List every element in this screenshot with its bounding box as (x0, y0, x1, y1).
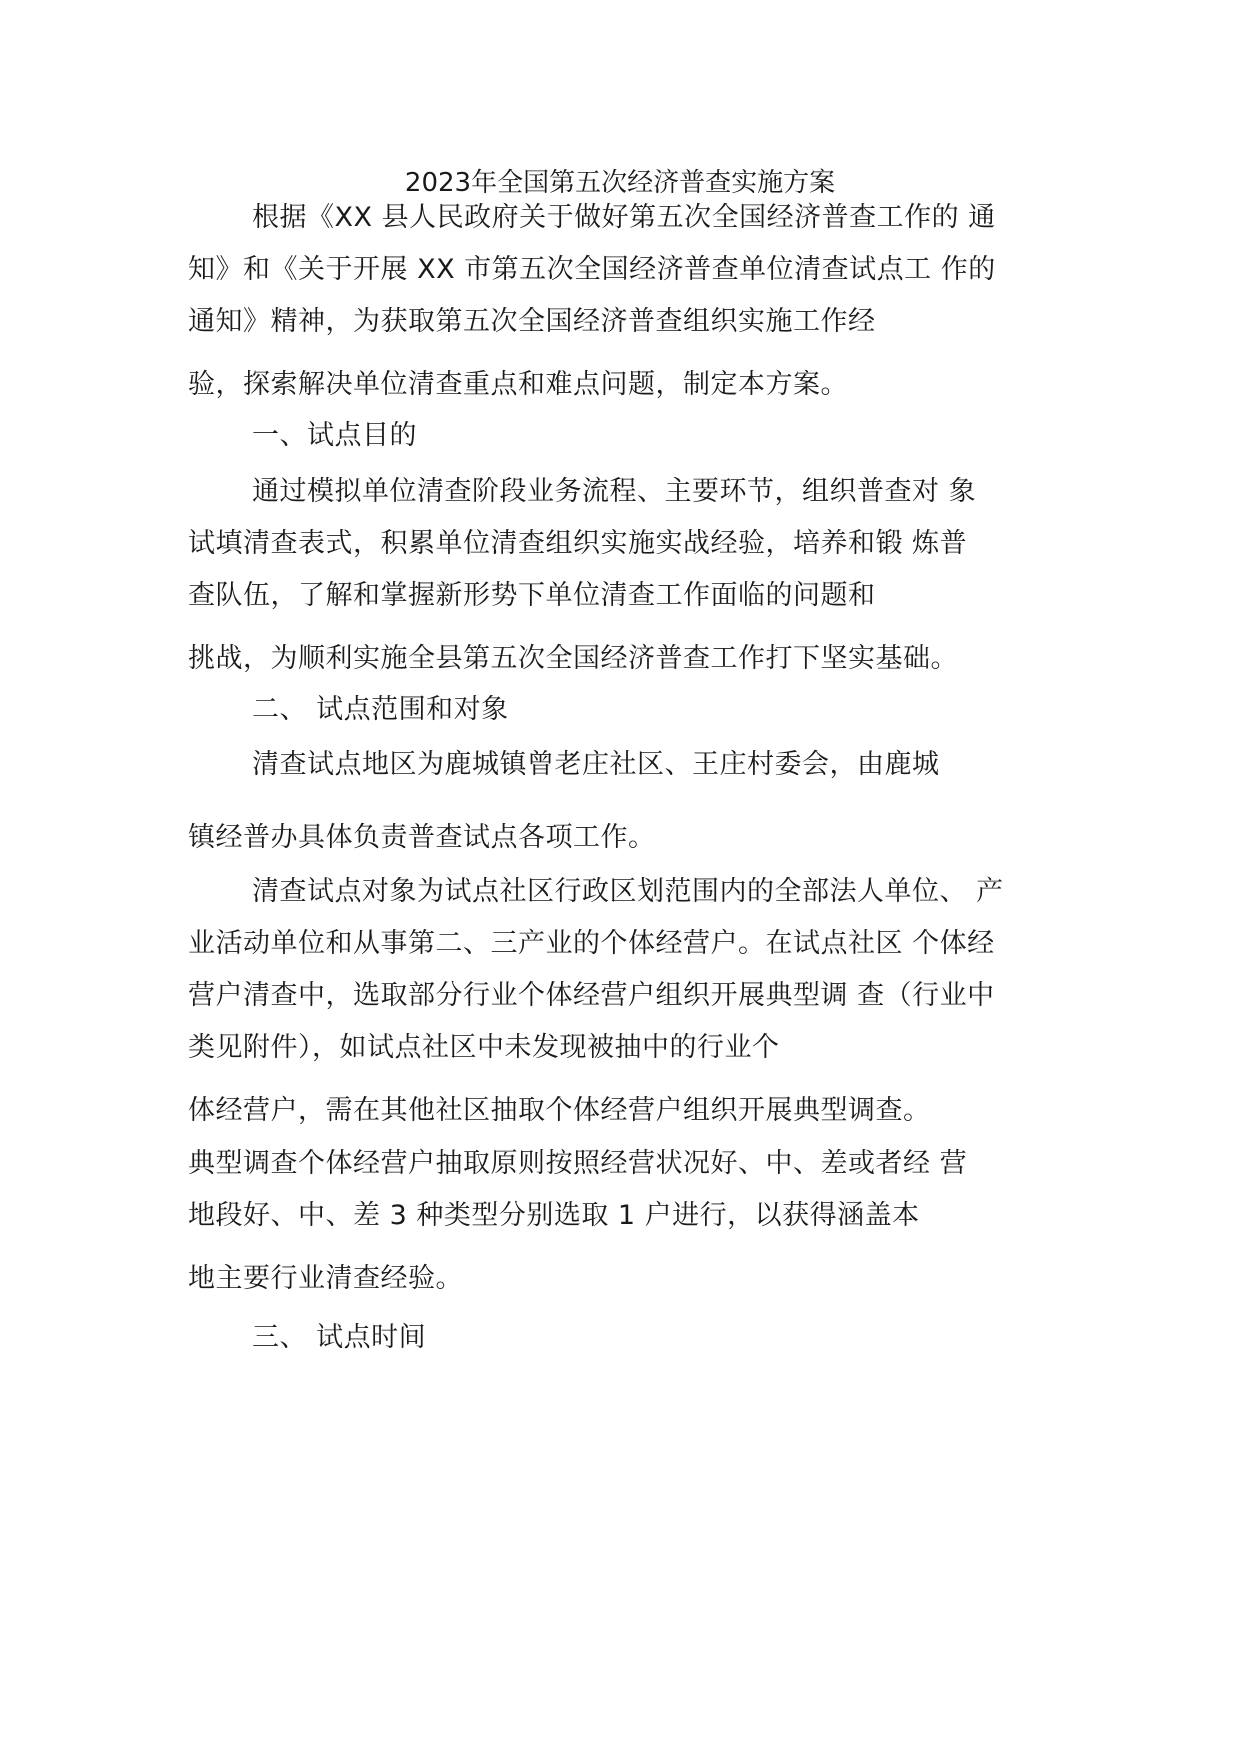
section-heading: 一、试点目的 (252, 420, 417, 451)
paragraph-line: 清查试点对象为试点社区行政区划范围内的全部法人单位、 产 (252, 876, 1004, 907)
section-heading: 二、 试点范围和对象 (252, 694, 509, 725)
paragraph-line: 镇经普办具体负责普查试点各项工作。 (188, 822, 656, 853)
paragraph-line: 知》和《关于开展 XX 市第五次全国经济普查单位清查试点工 作的 (188, 254, 996, 285)
paragraph-line: 地段好、中、差 3 种类型分别选取 1 户进行，以获得涵盖本 (188, 1200, 920, 1231)
paragraph-line: 通知》精神，为获取第五次全国经济普查组织实施工作经 (188, 306, 876, 337)
section-heading: 三、 试点时间 (252, 1322, 427, 1353)
paragraph-line: 试填清查表式，积累单位清查组织实施实战经验，培养和锻 炼普 (188, 528, 968, 559)
paragraph-line: 营户清查中，选取部分行业个体经营户组织开展典型调 查（行业中 (188, 980, 995, 1011)
paragraph-line: 根据《XX 县人民政府关于做好第五次全国经济普查工作的 通 (252, 202, 996, 233)
paragraph-line: 通过模拟单位清查阶段业务流程、主要环节，组织普查对 象 (252, 476, 977, 507)
paragraph-line: 验，探索解决单位清查重点和难点问题，制定本方案。 (188, 369, 848, 400)
paragraph-line: 地主要行业清查经验。 (188, 1263, 463, 1294)
paragraph-line: 查队伍，了解和掌握新形势下单位清查工作面临的问题和 (188, 580, 876, 611)
paragraph-line: 清查试点地区为鹿城镇曾老庄社区、王庄村委会，由鹿城 (252, 749, 940, 780)
paragraph-line: 业活动单位和从事第二、三产业的个体经营户。在试点社区 个体经 (188, 928, 995, 959)
document-title: 2023年全国第五次经济普查实施方案 (404, 168, 836, 198)
paragraph-line: 挑战，为顺利实施全县第五次全国经济普查工作打下坚实基础。 (188, 643, 958, 674)
paragraph-line: 典型调查个体经营户抽取原则按照经营状况好、中、差或者经 营 (188, 1148, 968, 1179)
paragraph-line: 类见附件），如试点社区中未发现被抽中的行业个 (188, 1032, 780, 1063)
paragraph-line: 体经营户，需在其他社区抽取个体经营户组织开展典型调查。 (188, 1095, 931, 1126)
